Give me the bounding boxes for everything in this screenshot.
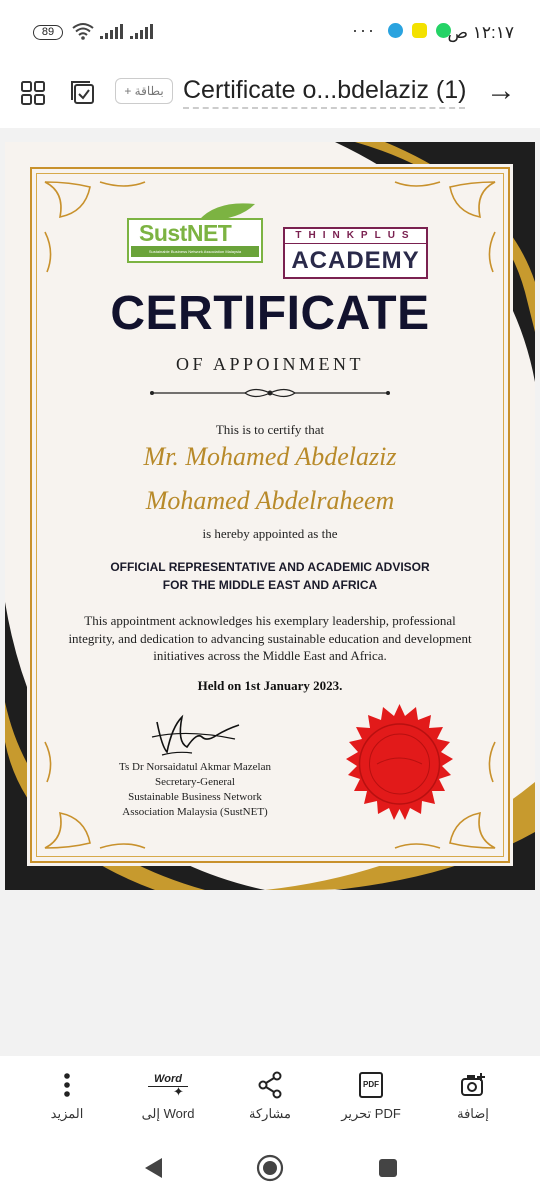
recipient-name-line-2: Mohamed Abdelraheem [145, 486, 395, 515]
share-button[interactable] [220, 1066, 320, 1130]
recents-icon[interactable] [374, 1154, 402, 1182]
snapchat-icon [412, 23, 427, 38]
back-icon[interactable] [140, 1154, 168, 1182]
bottom-action-bar [0, 1056, 540, 1136]
add-photo-icon [460, 1070, 486, 1100]
certify-line: This is to certify that [215, 422, 325, 437]
certificate-page [5, 142, 535, 890]
held-date-line: Held on 1st January 2023. [197, 678, 343, 693]
forward-arrow-icon[interactable]: → [486, 74, 516, 107]
certificate-body-text: This appointment acknowledges his exemplary leadership, professional integrity, and dedication to advancing sustainable education and development initiatives across the Middle East and Africa. [68, 613, 472, 663]
pdf-edit-icon: PDF [359, 1072, 383, 1098]
more-vertical-icon [54, 1070, 80, 1100]
add-button[interactable] [423, 1066, 523, 1130]
edit-pdf-label: تحرير PDF [341, 1106, 401, 1121]
clock: ١٢:١٧ ص [447, 23, 514, 42]
share-icon [257, 1070, 283, 1100]
signal-icon [100, 24, 126, 40]
share-label: مشاركة [249, 1106, 291, 1121]
status-bar [0, 0, 540, 64]
document-viewer[interactable] [0, 128, 540, 1056]
more-notifications-icon: ··· [352, 20, 376, 40]
signer-block [95, 760, 295, 820]
home-icon[interactable] [256, 1154, 284, 1182]
word-convert-icon: Word [148, 1072, 188, 1087]
edit-pdf-button[interactable] [321, 1066, 421, 1130]
add-tag-button[interactable]: + بطاقة [115, 78, 173, 104]
document-title[interactable]: Certificate o...bdelaziz (1) [183, 76, 465, 109]
recipient-name-line-1: Mr. Mohamed Abdelaziz [143, 442, 397, 471]
academy-logo-text: ACADEMY [285, 243, 426, 277]
add-label: إضافة [457, 1106, 489, 1121]
system-nav-bar [0, 1136, 540, 1200]
battery-indicator: 89 [33, 25, 63, 40]
signature-image [147, 707, 242, 762]
signer-organization-line-2: Association Malaysia (SustNET) [122, 806, 268, 818]
signer-name: Ts Dr Norsaidatul Akmar Mazelan [119, 761, 271, 773]
certificate-subtitle: OF APPOINMENT [175, 354, 365, 374]
more-label: المزيد [50, 1106, 84, 1121]
to-word-button[interactable] [118, 1066, 218, 1130]
divider-ornament-icon [150, 386, 390, 400]
document-toolbar [0, 64, 540, 128]
sparkle-icon: ✦ [173, 1084, 184, 1099]
signal-icon [130, 24, 156, 40]
to-word-label: إلى Word [141, 1106, 195, 1121]
red-seal-stamp [337, 702, 462, 827]
role-line-2: FOR THE MIDDLE EAST AND AFRICA [162, 578, 378, 592]
sustnet-logo-name: SustNET [139, 220, 232, 246]
certificate-title: CERTIFICATE [110, 287, 430, 340]
telegram-icon [388, 23, 403, 38]
wifi-icon [72, 22, 94, 40]
grid-icon[interactable] [20, 80, 46, 106]
select-pages-icon[interactable] [70, 80, 96, 106]
role-line-1: OFFICIAL REPRESENTATIVE AND ACADEMIC ADVISOR [110, 560, 430, 574]
sustnet-logo-subtitle: Sustainable Business Network Association Malaysia [131, 246, 259, 257]
more-button[interactable] [17, 1066, 117, 1130]
appointed-line: is hereby appointed as the [202, 526, 338, 541]
sustnet-logo [127, 198, 263, 263]
signer-title: Secretary-General [154, 776, 235, 788]
thinkplus-logo-text: THINKPLUS [295, 230, 416, 241]
signer-organization-line-1: Sustainable Business Network [128, 791, 262, 803]
thinkplus-academy-logo [283, 227, 428, 279]
